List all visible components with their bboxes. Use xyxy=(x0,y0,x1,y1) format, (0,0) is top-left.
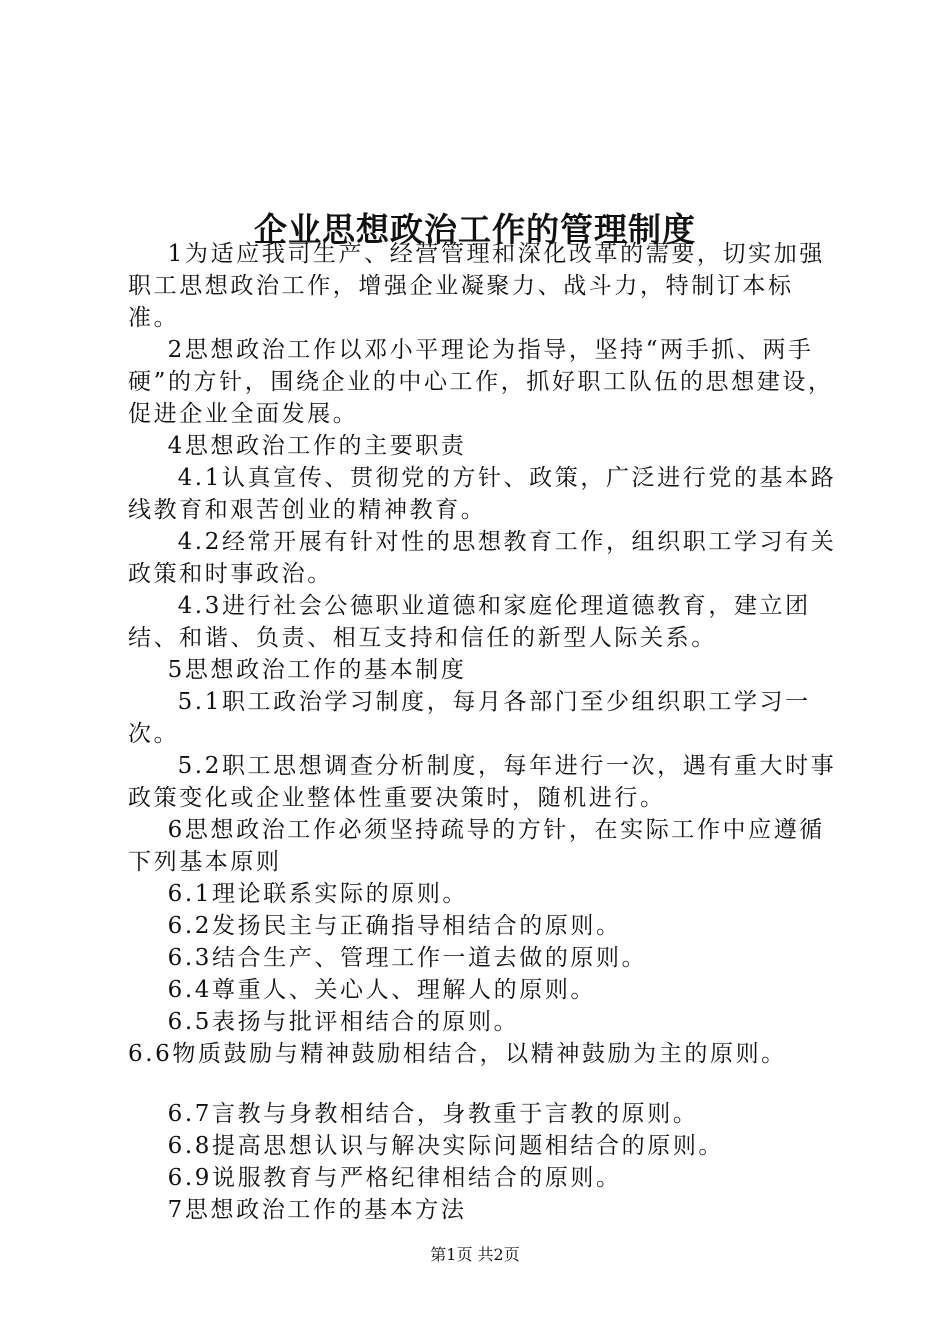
paragraph-1: 1为适应我司生产、经营管理和深化改革的需要，切实加强职工思想政治工作，增强企业凝聚力、战斗力，特制订本标准。 xyxy=(128,241,825,331)
principle-6-9: 6.9说服教育与严格纪律相结合的原则。 xyxy=(128,1165,622,1191)
principle-6-6: 6.6物质鼓励与精神鼓励相结合，以精神鼓励为主的原则。 xyxy=(128,1041,787,1067)
principle-6-5: 6.5表扬与批评相结合的原则。 xyxy=(128,1009,520,1035)
principle-6-2: 6.2发扬民主与正确指导相结合的原则。 xyxy=(128,913,622,939)
paragraph-4-1: 4.1认真宣传、贯彻党的方针、政策，广泛进行党的基本路线教育和艰苦创业的精神教育。 xyxy=(128,465,837,523)
section-6-heading: 6思想政治工作必须坚持疏导的方针，在实际工作中应遵循下列基本原则 xyxy=(128,817,825,875)
blank-line xyxy=(128,1070,840,1098)
section-7-heading: 7思想政治工作的基本方法 xyxy=(128,1197,467,1223)
principle-6-7: 6.7言教与身教相结合，身教重于言教的原则。 xyxy=(128,1101,699,1127)
paragraph-4-3: 4.3进行社会公德职业道德和家庭伦理道德教育，建立团结、和谐、负责、相互支持和信任的新型人际关系。 xyxy=(128,593,811,651)
paragraph-2: 2思想政治工作以邓小平理论为指导，坚持“两手抓、两手硬”的方针，围绕企业的中心工作，抓好职工队伍的思想建设，促进企业全面发展。 xyxy=(128,337,834,427)
page-footer: 第1页 共2页 xyxy=(430,1245,520,1264)
section-4-heading: 4思想政治工作的主要职责 xyxy=(128,433,467,459)
document-body xyxy=(128,238,840,1226)
principle-6-3: 6.3结合生产、管理工作一道去做的原则。 xyxy=(128,945,648,971)
principle-6-8: 6.8提高思想认识与解决实际问题相结合的原则。 xyxy=(128,1133,725,1159)
principle-6-4: 6.4尊重人、关心人、理解人的原则。 xyxy=(128,977,597,1003)
section-5-heading: 5思想政治工作的基本制度 xyxy=(128,657,467,683)
paragraph-5-2: 5.2职工思想调查分析制度，每年进行一次，遇有重大时事政策变化或企业整体性重要决策时，随机进行。 xyxy=(128,753,837,811)
document-title: 企业思想政治工作的管理制度 xyxy=(254,210,696,250)
paragraph-4-2: 4.2经常开展有针对性的思想教育工作，组织职工学习有关政策和时事政治。 xyxy=(128,529,837,587)
principle-6-1: 6.1理论联系实际的原则。 xyxy=(128,881,469,907)
paragraph-5-1: 5.1职工政治学习制度，每月各部门至少组织职工学习一次。 xyxy=(128,689,811,747)
